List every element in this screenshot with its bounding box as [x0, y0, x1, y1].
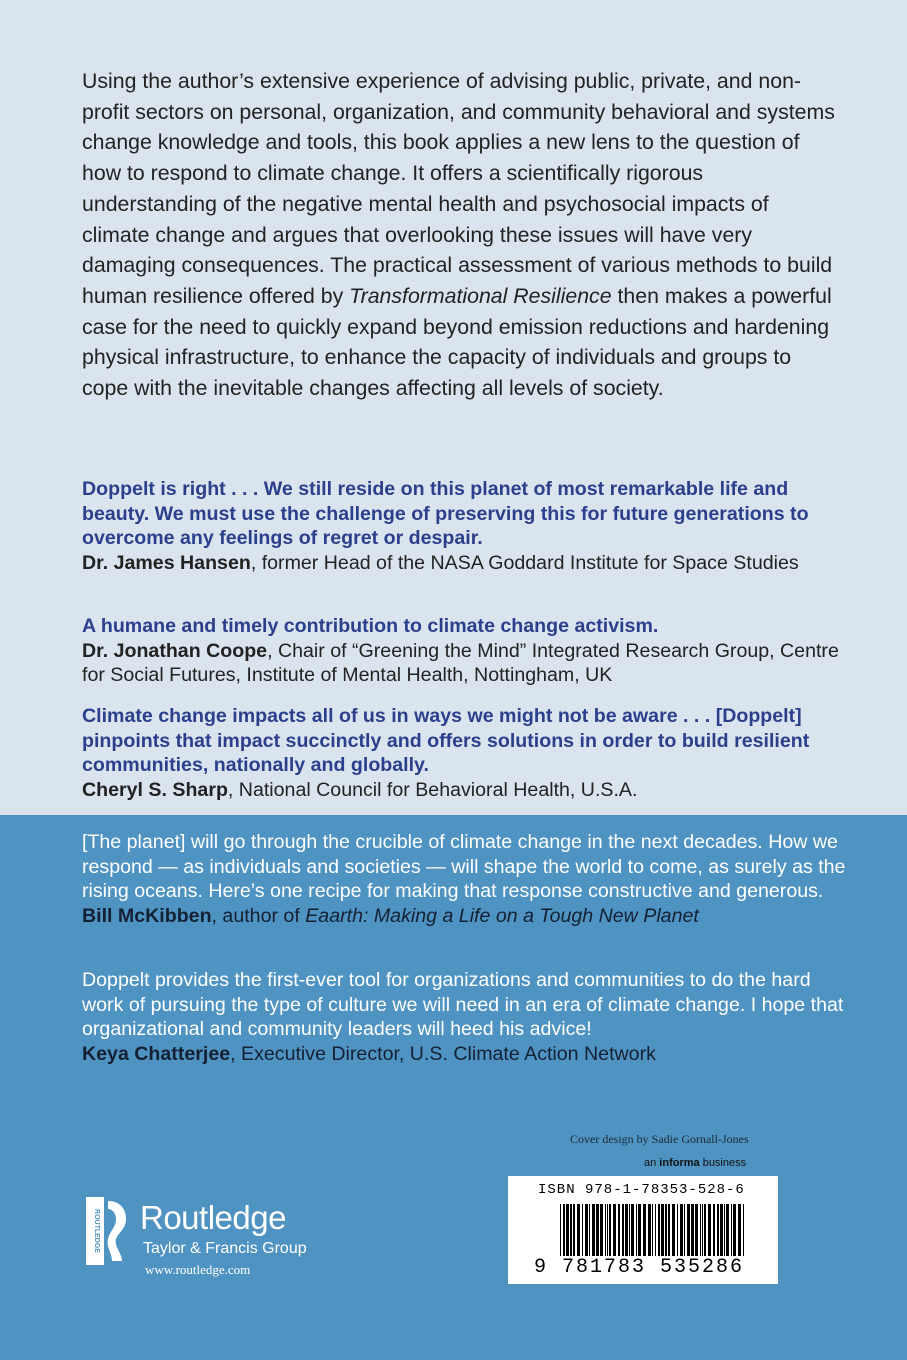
barcode-bar: [726, 1204, 729, 1256]
quote-text: Climate change impacts all of us in ways we might not be aware . . . [Doppelt] pinpoints that impact succinctly and offers solutions in order to build resilient communities, nationally and globally.: [82, 705, 810, 776]
barcode-bar: [720, 1204, 723, 1256]
endorsement-coope: [82, 614, 842, 688]
barcode-bar: [733, 1204, 736, 1256]
barcode-bar: [618, 1204, 620, 1256]
barcode-bar: [625, 1204, 628, 1256]
quote-text: Doppelt provides the first-ever tool for organizations and communities to do the hard work of pursuing the type of culture we will need in an era of climate change. I hope that organizational and community leaders will heed his advice!: [82, 969, 844, 1040]
quote-source: Cheryl S. Sharp, National Council for Behavioral Health, U.S.A.: [82, 778, 638, 801]
barcode-bar: [585, 1204, 588, 1256]
barcode-bar: [638, 1204, 641, 1256]
barcode-bar: [695, 1204, 698, 1256]
barcode-bar: [665, 1204, 667, 1256]
isbn-barcode: [508, 1176, 778, 1284]
barcode-bar: [717, 1204, 719, 1256]
barcode-bar: [661, 1204, 664, 1256]
barcode-bar: [563, 1204, 565, 1256]
barcode-bar: [691, 1204, 694, 1256]
barcode-bar: [743, 1204, 744, 1256]
endorsement-hansen: [82, 477, 842, 575]
informa-tagline: an informa business: [644, 1157, 747, 1169]
book-title: Transformational Resilience: [349, 283, 612, 308]
barcode-bar: [704, 1204, 706, 1256]
barcode-bar: [592, 1204, 595, 1256]
isbn-digits: 9 781783 535286: [534, 1256, 745, 1279]
barcode-bar: [652, 1204, 653, 1256]
barcode-bar: [622, 1204, 624, 1256]
barcode-bar: [631, 1204, 634, 1256]
barcode-bar: [658, 1204, 660, 1256]
isbn-label: ISBN 978-1-78353-528-6: [538, 1182, 745, 1198]
endorsement-chatterjee: [82, 968, 852, 1066]
barcode-bar: [672, 1204, 675, 1256]
quote-text: Doppelt is right . . . We still reside on this planet of most remarkable life and beauty. We must use the challenge of preserving this for future generations to overcome any feelings of regret or despair.: [82, 478, 809, 549]
barcode-bar: [738, 1204, 741, 1256]
barcode-bar: [677, 1204, 678, 1256]
barcode-bar: [605, 1204, 606, 1256]
barcode-bar: [566, 1204, 569, 1256]
barcode-bar: [629, 1204, 630, 1256]
barcode-bar: [655, 1204, 656, 1256]
barcode-bar: [636, 1204, 637, 1256]
barcode-bar: [577, 1204, 580, 1256]
book-description: Using the author’s extensive experience of advising public, private, and non-profit sectors on personal, organization, and community behavioral and systems change knowledge and tools, this book applies a new lens to the question of how to respond to climate change. It offers a scientifically rigorous understanding of the negative mental health and psychosocial impacts of climate change and argues that overlooking these issues will have very damaging consequences. The practical assessment of various methods to build human resilience offered by Transformational Resilience then makes a powerful case for the need to quickly expand beyond emission reductions and hardening physical infrastructure, to enhance the capacity of individuals and groups to cope with the inevitable changes affecting all levels of society.: [82, 69, 835, 401]
barcode-bar: [684, 1204, 685, 1256]
barcode-bar: [582, 1204, 583, 1256]
barcode-bar: [573, 1204, 575, 1256]
endorsement-sharp: [82, 704, 842, 802]
quote-source: Dr. James Hansen, former Head of the NASA Goddard Institute for Space Studies: [82, 551, 799, 574]
barcode-bar: [648, 1204, 651, 1256]
barcode-bar: [680, 1204, 683, 1256]
barcode-bar: [600, 1204, 603, 1256]
quote-source: Dr. Jonathan Coope, Chair of “Greening the Mind” Integrated Research Group, Centre for Social Futures, Institute of Mental Health, Nottingham, UK: [82, 639, 839, 686]
barcode-bar: [609, 1204, 611, 1256]
quote-text: [The planet] will go through the crucible of climate change in the next decades. How we respond — as individuals and societies — will shape the world to come, as surely as the rising oceans. Here’s one recipe for making that response constructive and generous.: [82, 831, 846, 902]
barcode-bar: [724, 1204, 725, 1256]
quote-source: Keya Chatterjee, Executive Director, U.S. Climate Action Network: [82, 1042, 656, 1065]
barcode-bar: [607, 1204, 608, 1256]
barcode-bar: [702, 1204, 703, 1256]
barcode-bar: [570, 1204, 572, 1256]
routledge-logo-icon: [82, 1195, 132, 1267]
barcode-bar: [589, 1204, 590, 1256]
barcode-bar: [687, 1204, 690, 1256]
barcode-bar: [643, 1204, 646, 1256]
quote-text: A humane and timely contribution to climate change activism.: [82, 615, 659, 637]
barcode-bar: [613, 1204, 616, 1256]
barcode-bar: [708, 1204, 711, 1256]
barcode-bar: [596, 1204, 599, 1256]
publisher-name: Routledge: [140, 1199, 286, 1236]
barcode-bar: [731, 1204, 732, 1256]
barcode-bars: [560, 1204, 744, 1256]
barcode-bar: [713, 1204, 715, 1256]
cover-credit: Cover design by Sadie Gornall-Jones: [570, 1132, 749, 1146]
barcode-bar: [700, 1204, 701, 1256]
quote-source: Bill McKibben, author of Eaarth: Making a Life on a Tough New Planet: [82, 904, 699, 927]
publisher-url[interactable]: www.routledge.com: [145, 1262, 251, 1277]
barcode-bar: [668, 1204, 670, 1256]
endorsement-mckibben: [82, 830, 852, 928]
barcode-bar: [560, 1204, 561, 1256]
logo-text: ROUTLEDGE: [93, 1209, 100, 1253]
publisher-group: Taylor & Francis Group: [143, 1240, 307, 1257]
